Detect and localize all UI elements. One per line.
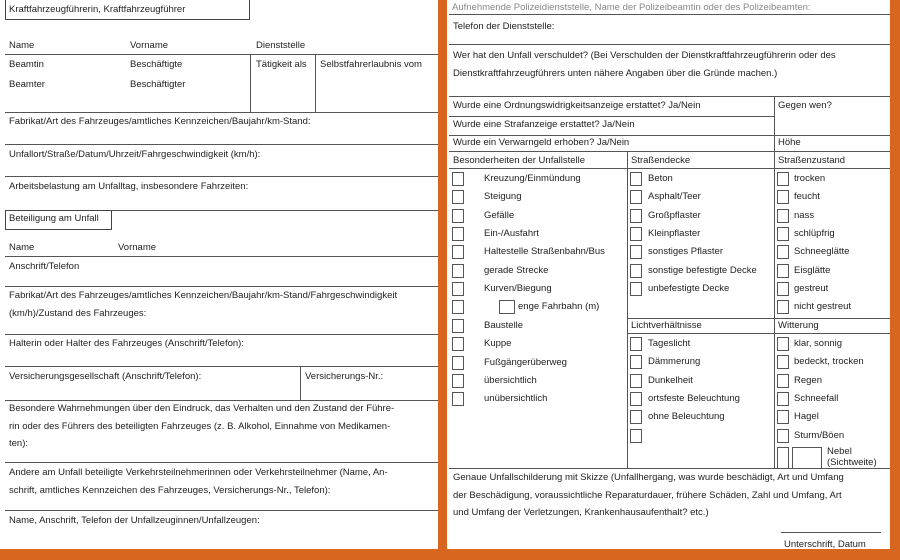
witterung-5-checkbox[interactable]: [777, 429, 789, 443]
licht-0-checkbox[interactable]: [630, 337, 642, 351]
enge-fahrbahn-label: enge Fahrbahn (m): [518, 301, 600, 313]
top-cut-text: Kraftfahrzeugführerin, Kraftfahrzeugführer: [9, 4, 186, 15]
strassenzustand-2-checkbox[interactable]: [777, 209, 789, 223]
witterung-header: Witterung: [778, 320, 819, 331]
licht-3-checkbox[interactable]: [630, 392, 642, 406]
strassenzustand-7-checkbox[interactable]: [777, 300, 789, 314]
strassenzustand-2-label: nass: [794, 209, 815, 221]
anschrift-label: Anschrift/Telefon: [9, 261, 80, 272]
left-page: [0, 0, 438, 549]
witterung-1-label: bedeckt, trocken: [794, 356, 864, 368]
strassenzustand-header: Straßenzustand: [778, 155, 846, 166]
strassendecke-5-label: sonstige befestigte Decke: [648, 264, 757, 276]
strassenzustand-6-label: gestreut: [794, 282, 829, 294]
fabrikat-label: Fabrikat/Art des Fahrzeuges/amtliches Kennzeichen/Baujahr/km-Stand:: [9, 116, 311, 127]
witterung-2-label: Regen: [794, 374, 822, 386]
strassenzustand-3-checkbox[interactable]: [777, 227, 789, 241]
taetigkeit-label: Tätigkeit als: [256, 59, 307, 70]
besonderheit-3-checkbox[interactable]: [452, 227, 464, 241]
besonderheit2-4-checkbox[interactable]: [452, 392, 464, 406]
licht-2-checkbox[interactable]: [630, 374, 642, 388]
strassenzustand-0-checkbox[interactable]: [777, 172, 789, 186]
strassendecke-0-label: Beton: [648, 173, 673, 184]
licht-0-label: Tageslicht: [648, 338, 691, 349]
verschuldet-line1: Wer hat den Unfall verschuldet? (Bei Verschulden der Dienstkraftfahrzeugführerin oder des: [453, 50, 836, 61]
besonderheit2-4-label: unübersichtlich: [484, 393, 548, 405]
strassendecke-1-label: Asphalt/Teer: [648, 191, 701, 203]
strassendecke-6-checkbox[interactable]: [630, 282, 642, 296]
licht-2-label: Dunkelheit: [648, 374, 693, 386]
strafanzeige-label: Wurde eine Strafanzeige erstattet? Ja/Nein: [453, 119, 635, 130]
nebel-checkbox[interactable]: [777, 447, 789, 469]
strassendecke-3-checkbox[interactable]: [630, 227, 642, 241]
beschaeftigter-option[interactable]: Beschäftigter: [130, 79, 186, 90]
versicherungsgesellschaft-label: Versicherungsgesellschaft (Anschrift/Telefon):: [9, 371, 202, 382]
licht-3-label: ortsfeste Beleuchtung: [648, 392, 740, 404]
gegen-wen-label: Gegen wen?: [778, 100, 832, 111]
strassendecke-header: Straßendecke: [631, 155, 691, 166]
name-label: Name: [9, 40, 35, 51]
dienststelle-label: Dienststelle: [256, 40, 306, 51]
andere-line2: schrift, amtliches Kennzeichen des Fahrzeuges, Versicherungs-Nr., Telefon):: [9, 485, 331, 496]
verschuldet-line2: Dienstkraftfahrzeugführers unten nähere Angaben über die Gründe machen.): [453, 68, 778, 79]
witterung-0-checkbox[interactable]: [777, 337, 789, 351]
besonderheit2-1-label: Kuppe: [484, 338, 512, 350]
besonderheit-1-checkbox[interactable]: [452, 190, 464, 204]
halterin-label: Halterin oder Halter des Fahrzeuges (Anschrift/Telefon):: [9, 338, 244, 349]
strassenzustand-3-label: schlüpfrig: [794, 227, 835, 239]
besonderheit-3-label: Ein-/Ausfahrt: [484, 227, 539, 239]
besonderheit2-3-checkbox[interactable]: [452, 374, 464, 388]
licht-4-checkbox[interactable]: [630, 410, 642, 424]
licht-4-label: ohne Beleuchtung: [648, 411, 725, 423]
besonderheit2-2-checkbox[interactable]: [452, 356, 464, 370]
besonderheit2-1-checkbox[interactable]: [452, 337, 464, 351]
wahrnehmung-line2: rin oder des Führers des beteiligten Fahrzeuges (z. B. Alkohol, Einnahme von Medikamen-: [9, 421, 391, 432]
strassenzustand-5-label: Eisglätte: [794, 264, 831, 276]
witterung-4-checkbox[interactable]: [777, 410, 789, 424]
strassenzustand-7-label: nicht gestreut: [794, 301, 852, 313]
strassendecke-2-checkbox[interactable]: [630, 209, 642, 223]
arbeitsbelastung-label: Arbeitsbelastung am Unfalltag, insbesondere Fahrzeiten:: [9, 181, 249, 192]
right-top-cut-text: Aufnehmende Polizeidienststelle, Name der Polizeibeamtin oder des Polizeibeamten:: [452, 2, 811, 13]
besonderheit-6-checkbox[interactable]: [452, 282, 464, 296]
fabrikat2-line1: Fabrikat/Art des Fahrzeuges/amtliches Kennzeichen/Baujahr/km-Stand/Fahrgeschwindigkeit: [9, 290, 398, 301]
strassenzustand-5-checkbox[interactable]: [777, 264, 789, 278]
besonderheit-5-checkbox[interactable]: [452, 264, 464, 278]
strassendecke-1-checkbox[interactable]: [630, 190, 642, 204]
schilderung-line1: Genaue Unfallschilderung mit Skizze (Unfallhergang, was wurde beschädigt, Art und Umfang: [453, 472, 844, 483]
beamtin-option[interactable]: Beamtin: [9, 59, 44, 70]
selbstfahrer-label: Selbstfahrerlaubnis vom: [320, 59, 422, 70]
besonderheit-0-checkbox[interactable]: [452, 172, 464, 186]
sichtweite-label: (Sichtweite): [827, 456, 877, 468]
strassenzustand-4-checkbox[interactable]: [777, 245, 789, 259]
besonderheit-5-label: gerade Strecke: [484, 264, 549, 276]
andere-line1: Andere am Unfall beteiligte Verkehrsteilnehmerinnen oder Verkehrsteilnehmer (Name, An-: [9, 467, 388, 478]
telefon-label: Telefon der Dienststelle:: [453, 21, 555, 32]
strassendecke-4-label: sonstiges Pflaster: [648, 246, 723, 258]
sichtweite-box[interactable]: [792, 447, 822, 469]
wahrnehmung-line1: Besondere Wahrnehmungen über den Eindruck, das Verhalten und den Zustand der Führe-: [9, 403, 395, 414]
nebel-label: Nebel: [827, 445, 852, 457]
strassenzustand-4-label: Schneeglätte: [794, 246, 850, 258]
besonderheit2-0-checkbox[interactable]: [452, 319, 464, 333]
versicherungsnummer-label: Versicherungs-Nr.:: [305, 371, 384, 382]
witterung-1-checkbox[interactable]: [777, 355, 789, 369]
besonderheit-0-label: Kreuzung/Einmündung: [484, 173, 581, 184]
besonderheit-4-checkbox[interactable]: [452, 245, 464, 259]
vorname-label: Vorname: [130, 40, 169, 51]
strassendecke-6-label: unbefestigte Decke: [648, 282, 730, 294]
witterung-0-label: klar, sonnig: [794, 338, 843, 349]
besonderheiten-header: Besonderheiten der Unfallstelle: [453, 155, 586, 166]
enge-fahrbahn-checkbox[interactable]: [452, 300, 464, 314]
besonderheit2-2-label: Fußgängerüberweg: [484, 356, 567, 368]
strassenzustand-6-checkbox[interactable]: [777, 282, 789, 296]
licht-1-checkbox[interactable]: [630, 355, 642, 369]
strassendecke-5-checkbox[interactable]: [630, 264, 642, 278]
besonderheit-6-label: Kurven/Biegung: [484, 282, 552, 294]
strassendecke-4-checkbox[interactable]: [630, 245, 642, 259]
licht-extra-checkbox[interactable]: [630, 429, 642, 443]
unfallort-label: Unfallort/Straße/Datum/Uhrzeit/Fahrgeschwindigkeit (km/h):: [9, 149, 261, 160]
vorname2-label: Vorname: [118, 242, 157, 253]
lichtverhaeltnisse-header: Lichtverhältnisse: [631, 320, 702, 331]
besonderheit2-3-label: übersichtlich: [484, 374, 537, 386]
strassenzustand-1-label: feucht: [794, 191, 820, 203]
besonderheit-2-label: Gefälle: [484, 209, 515, 221]
besonderheit2-0-label: Baustelle: [484, 320, 524, 331]
witterung-5-label: Sturm/Böen: [794, 429, 845, 441]
schilderung-line2: der Beschädigung, voraussichtliche Reparaturdauer, frühere Schäden, Zahl und Umfang, Art: [453, 490, 842, 501]
enge-fahrbahn-width-box[interactable]: [499, 300, 515, 314]
beteiligung-label: Beteiligung am Unfall: [9, 213, 99, 224]
witterung-3-label: Schneefall: [794, 392, 839, 404]
strassendecke-0-checkbox[interactable]: [630, 172, 642, 186]
name2-label: Name: [9, 242, 35, 253]
besonderheit-1-label: Steigung: [484, 191, 522, 203]
unterschrift-label: Unterschrift, Datum: [784, 539, 866, 550]
strassendecke-3-label: Kleinpflaster: [648, 227, 701, 239]
fabrikat2-line2: (km/h)/Zustand des Fahrzeuges:: [9, 308, 147, 319]
beschaeftigte-option[interactable]: Beschäftigte: [130, 59, 183, 70]
ordnungswidrigkeit-label: Wurde eine Ordnungswidrigkeitsanzeige erstattet? Ja/Nein: [453, 100, 701, 111]
right-page: [447, 0, 890, 549]
wahrnehmung-line3: ten):: [9, 438, 29, 449]
witterung-4-label: Hagel: [794, 411, 819, 423]
witterung-2-checkbox[interactable]: [777, 374, 789, 388]
schilderung-line3: und Umfang der Verletzungen, Krankenhausaufenthalt? etc.): [453, 507, 709, 518]
verwarngeld-label: Wurde ein Verwarngeld erhoben? Ja/Nein: [453, 137, 630, 148]
licht-1-label: Dämmerung: [648, 356, 701, 368]
strassenzustand-1-checkbox[interactable]: [777, 190, 789, 204]
hoehe-label: Höhe: [778, 137, 801, 148]
witterung-3-checkbox[interactable]: [777, 392, 789, 406]
besonderheit-2-checkbox[interactable]: [452, 209, 464, 223]
strassendecke-2-label: Großpflaster: [648, 209, 701, 221]
strassenzustand-0-label: trocken: [794, 173, 826, 184]
zeugen-label: Name, Anschrift, Telefon der Unfallzeuginnen/Unfallzeugen:: [9, 515, 260, 526]
besonderheit-4-label: Haltestelle Straßenbahn/Bus: [484, 246, 605, 258]
beamter-option[interactable]: Beamter: [9, 79, 45, 90]
